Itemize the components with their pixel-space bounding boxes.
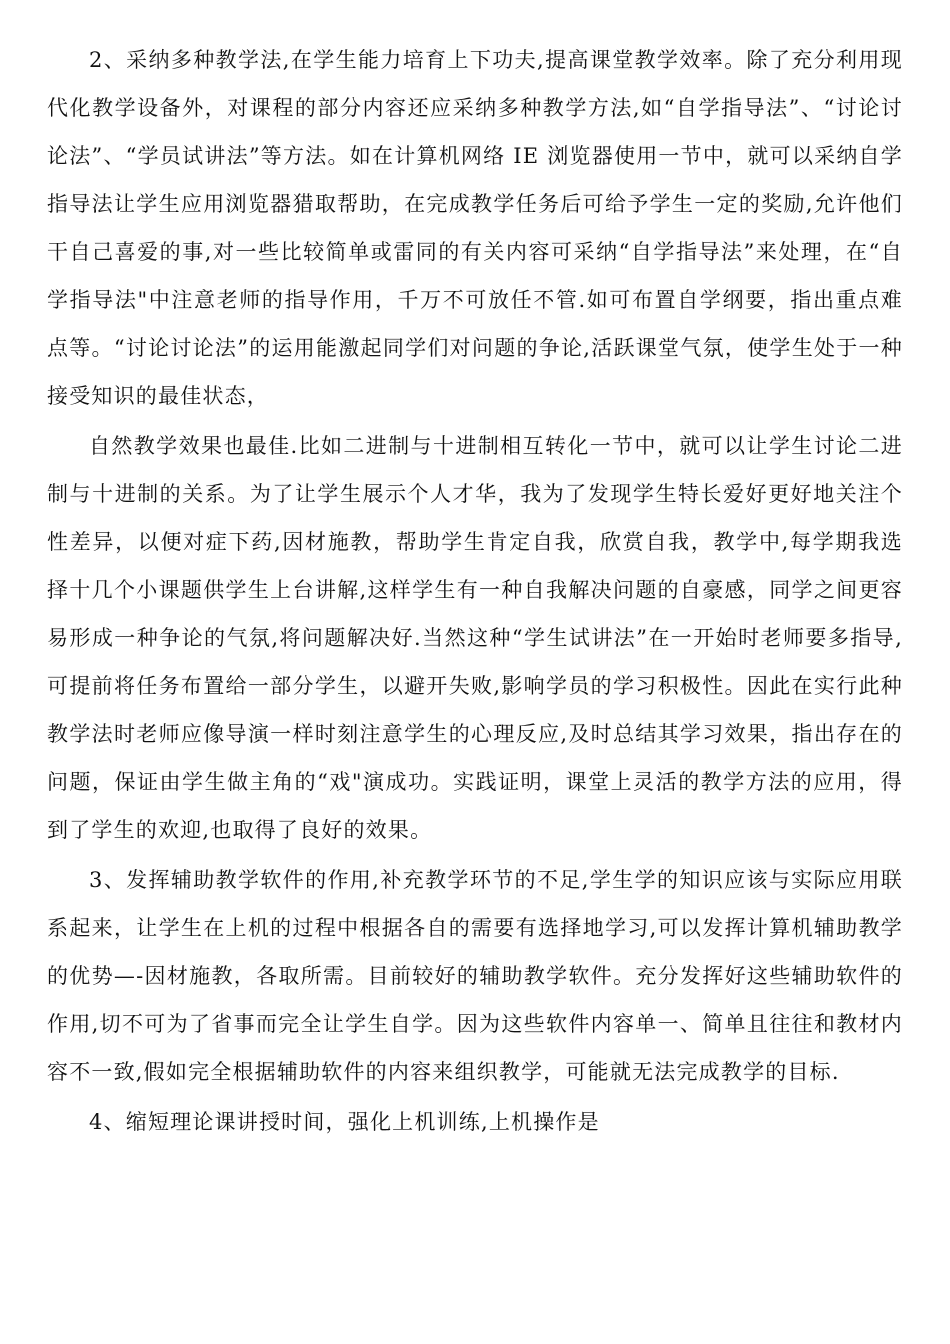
paragraph-assistive-software: 3、发挥辅助教学软件的作用,补充教学环节的不足,学生学的知识应该与实际应用联系起来，让学生在上机的过程中根据各自的需要有选择地学习,可以发挥计算机辅助教学的优势—-因材施教，各取所需。目前较好的辅助教学软件。充分发挥好这些辅助软件的作用,切不可为了省事而完全让学生自学。因为这些软件内容单一、简单且往往和教材内容不一致,假如完全根据辅助软件的内容来组织教学，可能就无法完成教学的目标. xyxy=(47,868,903,1084)
paragraph-teaching-effect: 自然教学效果也最佳.比如二进制与十进制相互转化一节中，就可以让学生讨论二进制与十进制的关系。为了让学生展示个人才华，我为了发现学生特长爱好更好地关注个性差异，以便对症下药,因材施教，帮助学生肯定自我，欣赏自我，教学中,每学期我选择十几个小课题供学生上台讲解,这样学生有一种自我解决问题的自豪感，同学之间更容易形成一种争论的气氛,将问题解决好.当然这种“学生试讲法”在一开始时老师要多指导,可提前将任务布置给一部分学生，以避开失败,影响学员的学习积极性。因此在实行此种教学法时老师应像导演一样时刻注意学生的心理反应,及时总结其学习效果，指出存在的问题，保证由学生做主角的“戏"演成功。实践证明，课堂上灵活的教学方法的应用，得到了学生的欢迎,也取得了良好的效果。 xyxy=(47,434,903,842)
paragraph-teaching-methods: 2、采纳多种教学法,在学生能力培育上下功夫,提高课堂教学效率。除了充分利用现代化教学设备外，对课程的部分内容还应采纳多种教学方法,如“自学指导法”、“讨论讨论法”、“学员试讲法”等方法。如在计算机网络 IE 浏览器使用一节中，就可以采纳自学指导法让学生应用浏览器猎取帮助，在完成教学任务后可给予学生一定的奖励,允许他们干自己喜爱的事,对一些比较简单或雷同的有关内容可采纳“自学指导法”来处理，在“自学指导法"中注意老师的指导作用，千万不可放任不管.如可布置自学纲要，指出重点难点等。“讨论讨论法”的运用能激起同学们对问题的争论,活跃课堂气氛，使学生处于一种接受知识的最佳状态， xyxy=(47,48,903,408)
paragraph-lab-training: 4、缩短理论课讲授时间，强化上机训练,上机操作是 xyxy=(89,1110,600,1134)
document-body xyxy=(47,36,903,1146)
